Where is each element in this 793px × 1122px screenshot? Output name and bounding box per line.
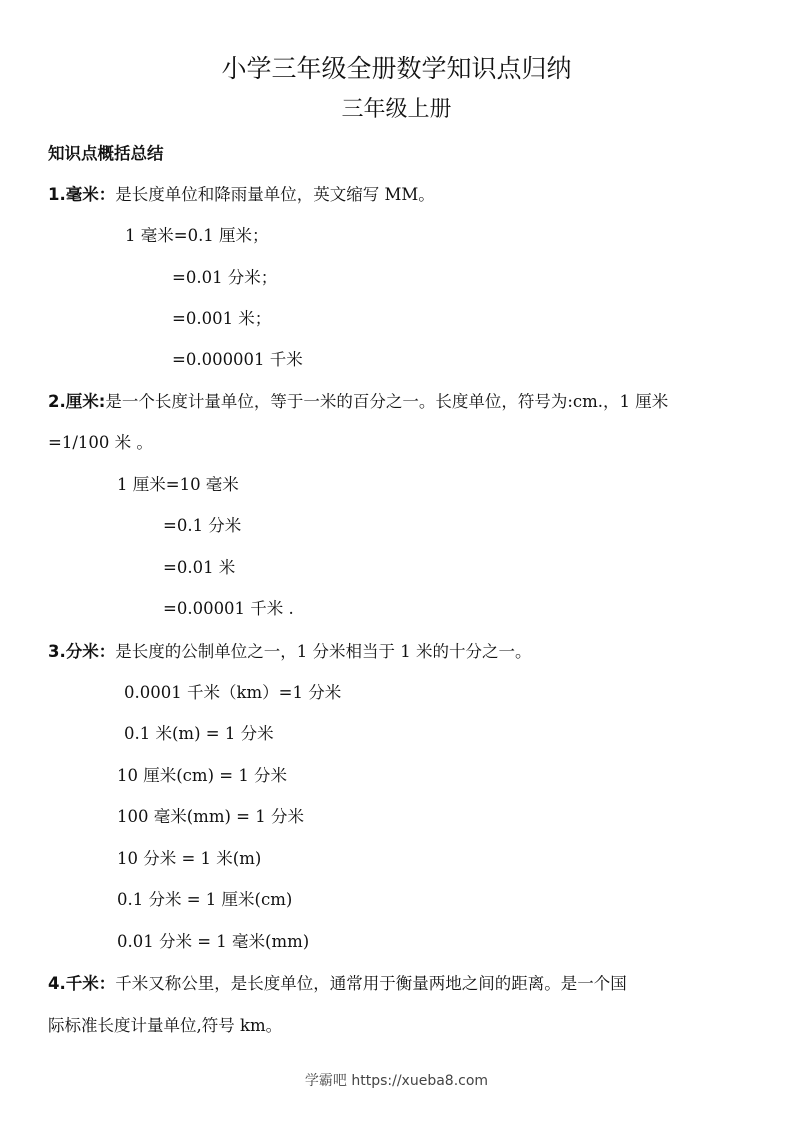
item-1-conv-1: 1 毫米=0.1 厘米；: [125, 226, 269, 245]
document-title: 小学三年级全册数学知识点归纳: [221, 54, 572, 83]
item-1-definition: [48, 183, 435, 207]
item-3-conv-3: 10 厘米(cm) = 1 分米: [117, 766, 288, 785]
item-2-conv-1: 1 厘米=10 毫米: [117, 475, 239, 494]
item-4-term: 4.千米：: [48, 974, 116, 993]
item-2-definition: [48, 390, 668, 414]
item-1-conv-3: =0.001 米；: [172, 309, 272, 328]
item-3-conv-2: 0.1 米(m) = 1 分米: [124, 724, 274, 743]
document-subtitle: 三年级上册: [341, 97, 452, 122]
item-1-conv-4: =0.000001 千米: [172, 350, 303, 369]
item-2-conv-3: =0.01 米: [163, 558, 236, 577]
page-footer: 学霸吧 https://xueba8.com: [304, 1073, 489, 1089]
item-4-desc-cont: 际标准长度计量单位,符号 km。: [48, 1016, 283, 1035]
section-heading: 知识点概括总结: [48, 144, 164, 163]
item-2-desc: 是一个长度计量单位，等于一米的百分之一。长度单位，符号为:cm.，1 厘米: [105, 392, 669, 411]
item-3-conv-4: 100 毫米(mm) = 1 分米: [117, 807, 304, 826]
item-3-desc: 是长度的公制单位之一，1 分米相当于 1 米的十分之一。: [115, 642, 532, 661]
item-1-desc: 是长度单位和降雨量单位，英文缩写 MM。: [115, 185, 435, 204]
item-2-conv-4: =0.00001 千米 .: [163, 599, 294, 618]
item-3-conv-6: 0.1 分米 = 1 厘米(cm): [117, 890, 293, 909]
item-2-term: 2.厘米:: [48, 392, 106, 411]
item-2-desc-cont: =1/100 米 。: [48, 433, 153, 452]
item-3-definition: [48, 640, 531, 664]
item-3-conv-1: 0.0001 千米（km）=1 分米: [124, 683, 342, 702]
item-4-definition: [48, 972, 627, 996]
item-3-conv-7: 0.01 分米 = 1 毫米(mm): [117, 932, 310, 951]
item-1-conv-2: =0.01 分米；: [172, 268, 278, 287]
item-1-term: 1.毫米：: [48, 185, 116, 204]
item-2-conv-2: =0.1 分米: [163, 516, 242, 535]
item-4-desc: 千米又称公里，是长度单位，通常用于衡量两地之间的距离。是一个国: [115, 974, 627, 993]
item-3-conv-5: 10 分米 = 1 米(m): [117, 849, 262, 868]
item-3-term: 3.分米：: [48, 642, 116, 661]
